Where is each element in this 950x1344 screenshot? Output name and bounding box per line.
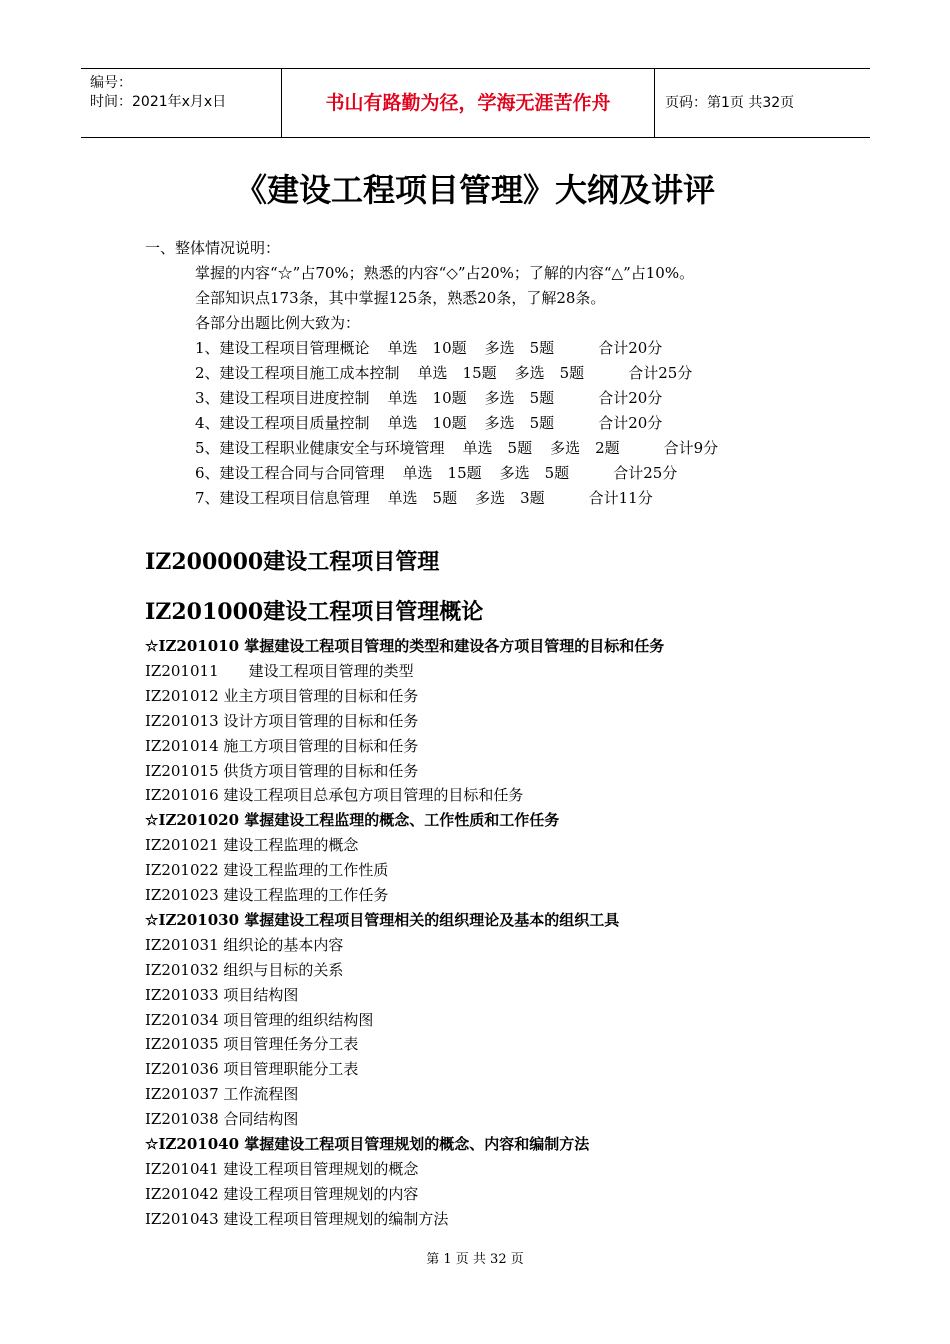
header-meta-cell	[81, 69, 282, 137]
ratio-part-name: 7、建设工程项目信息管理	[195, 489, 370, 507]
ratio-multi: 多选 5题	[484, 414, 555, 432]
intro-heading: 一、整体情况说明：	[145, 239, 281, 257]
ratio-single: 单选 10题	[387, 414, 467, 432]
outline-item: IZ201015 供货方项目管理的目标和任务	[145, 761, 419, 780]
document-title: 《建设工程项目管理》大纲及讲评	[234, 171, 715, 209]
ratio-part-name: 3、建设工程项目进度控制	[195, 389, 370, 407]
ratio-single: 单选 10题	[387, 339, 467, 357]
ratio-row	[195, 462, 677, 483]
outline-item: IZ201022 建设工程监理的工作性质	[145, 861, 389, 880]
ratio-total: 合计20分	[598, 339, 663, 357]
ratio-total: 合计25分	[628, 364, 693, 382]
ratio-row	[195, 387, 662, 408]
outline-item: IZ201031 组织论的基本内容	[145, 935, 344, 954]
outline-item: IZ201032 组织与目标的关系	[145, 960, 344, 979]
ratio-total: 合计25分	[613, 464, 678, 482]
header-motto: 书山有路勤为径，学海无涯苦作舟	[282, 69, 655, 137]
header-page-info: 页码：第1页 共32页	[665, 95, 795, 111]
intro-line-3: 各部分出题比例大致为：	[195, 314, 361, 332]
ratio-row	[195, 337, 662, 358]
outline-item: IZ201037 工作流程图	[145, 1085, 299, 1104]
ratio-part-name: 4、建设工程项目质量控制	[195, 414, 370, 432]
ratio-multi: 多选 2题	[550, 439, 620, 457]
outline-item: IZ201014 施工方项目管理的目标和任务	[145, 736, 419, 755]
ratio-multi: 多选 5题	[484, 389, 555, 407]
ratio-part-name: 2、建设工程项目施工成本控制	[195, 364, 400, 382]
ratio-row	[195, 362, 692, 383]
serial-label: 编号：	[90, 75, 132, 91]
ratio-total: 合计11分	[588, 489, 653, 507]
ratio-total: 合计20分	[598, 389, 663, 407]
outline-item: IZ201043 建设工程项目管理规划的编制方法	[145, 1209, 449, 1228]
ratio-part-name: 1、建设工程项目管理概论	[195, 339, 370, 357]
ratio-row	[195, 412, 662, 433]
outline-section-heading: ☆IZ201040 掌握建设工程项目管理规划的概念、内容和编制方法	[145, 1135, 590, 1153]
outline-section-heading: ☆IZ201030 掌握建设工程项目管理相关的组织理论及基本的组织工具	[145, 910, 620, 929]
ratio-total: 合计20分	[598, 414, 663, 432]
outline-item: IZ201023 建设工程监理的工作任务	[145, 886, 389, 904]
ratio-multi: 多选 3题	[475, 489, 545, 507]
outline-item: IZ201013 设计方项目管理的目标和任务	[145, 711, 419, 730]
ratio-single: 单选 5题	[462, 439, 533, 457]
ratio-single: 单选 10题	[387, 389, 467, 407]
outline-item: IZ201012 业主方项目管理的目标和任务	[145, 686, 419, 705]
outline-item: IZ201035 项目管理任务分工表	[145, 1035, 359, 1054]
ratio-multi: 多选 5题	[484, 339, 555, 357]
intro-line-2: 全部知识点173条，其中掌握125条，熟悉20条，了解28条。	[195, 289, 606, 307]
ratio-single: 单选 15题	[417, 364, 497, 382]
outline-item: IZ201038 合同结构图	[145, 1110, 299, 1129]
section-heading-2: IZ201000建设工程项目管理概论	[145, 599, 484, 625]
page-header	[81, 68, 870, 138]
outline-section-heading: ☆IZ201010 掌握建设工程项目管理的类型和建设各方项目管理的目标和任务	[145, 637, 665, 655]
ratio-row	[195, 437, 718, 458]
outline-item: IZ201034 项目管理的组织结构图	[145, 1010, 374, 1029]
ratio-total: 合计9分	[663, 439, 719, 457]
time-label: 时间：2021年x月x日	[90, 94, 227, 110]
ratio-single: 单选 15题	[402, 464, 482, 482]
outline-item: IZ201011 建设工程项目管理的类型	[145, 661, 414, 680]
outline-item: IZ201016 建设工程项目总承包方项目管理的目标和任务	[145, 786, 524, 805]
ratio-multi: 多选 5题	[499, 464, 570, 482]
ratio-part-name: 5、建设工程职业健康安全与环境管理	[195, 439, 445, 457]
ratio-single: 单选 5题	[387, 489, 458, 507]
outline-item: IZ201033 项目结构图	[145, 985, 299, 1004]
page-footer: 第 1 页 共 32 页	[426, 1252, 524, 1267]
outline-item: IZ201042 建设工程项目管理规划的内容	[145, 1184, 419, 1203]
outline-item: IZ201041 建设工程项目管理规划的概念	[145, 1159, 419, 1178]
outline-item: IZ201021 建设工程监理的概念	[145, 836, 359, 855]
ratio-row	[195, 487, 653, 508]
intro-line-1: 掌握的内容“☆”占70%；熟悉的内容“◇”占20%；了解的内容“△”占10%。	[195, 264, 695, 282]
ratio-multi: 多选 5题	[514, 364, 585, 382]
outline-item: IZ201036 项目管理职能分工表	[145, 1060, 359, 1079]
outline-section-heading: ☆IZ201020 掌握建设工程监理的概念、工作性质和工作任务	[145, 811, 560, 830]
ratio-part-name: 6、建设工程合同与合同管理	[195, 464, 385, 482]
section-heading-1: IZ200000建设工程项目管理	[145, 549, 440, 575]
